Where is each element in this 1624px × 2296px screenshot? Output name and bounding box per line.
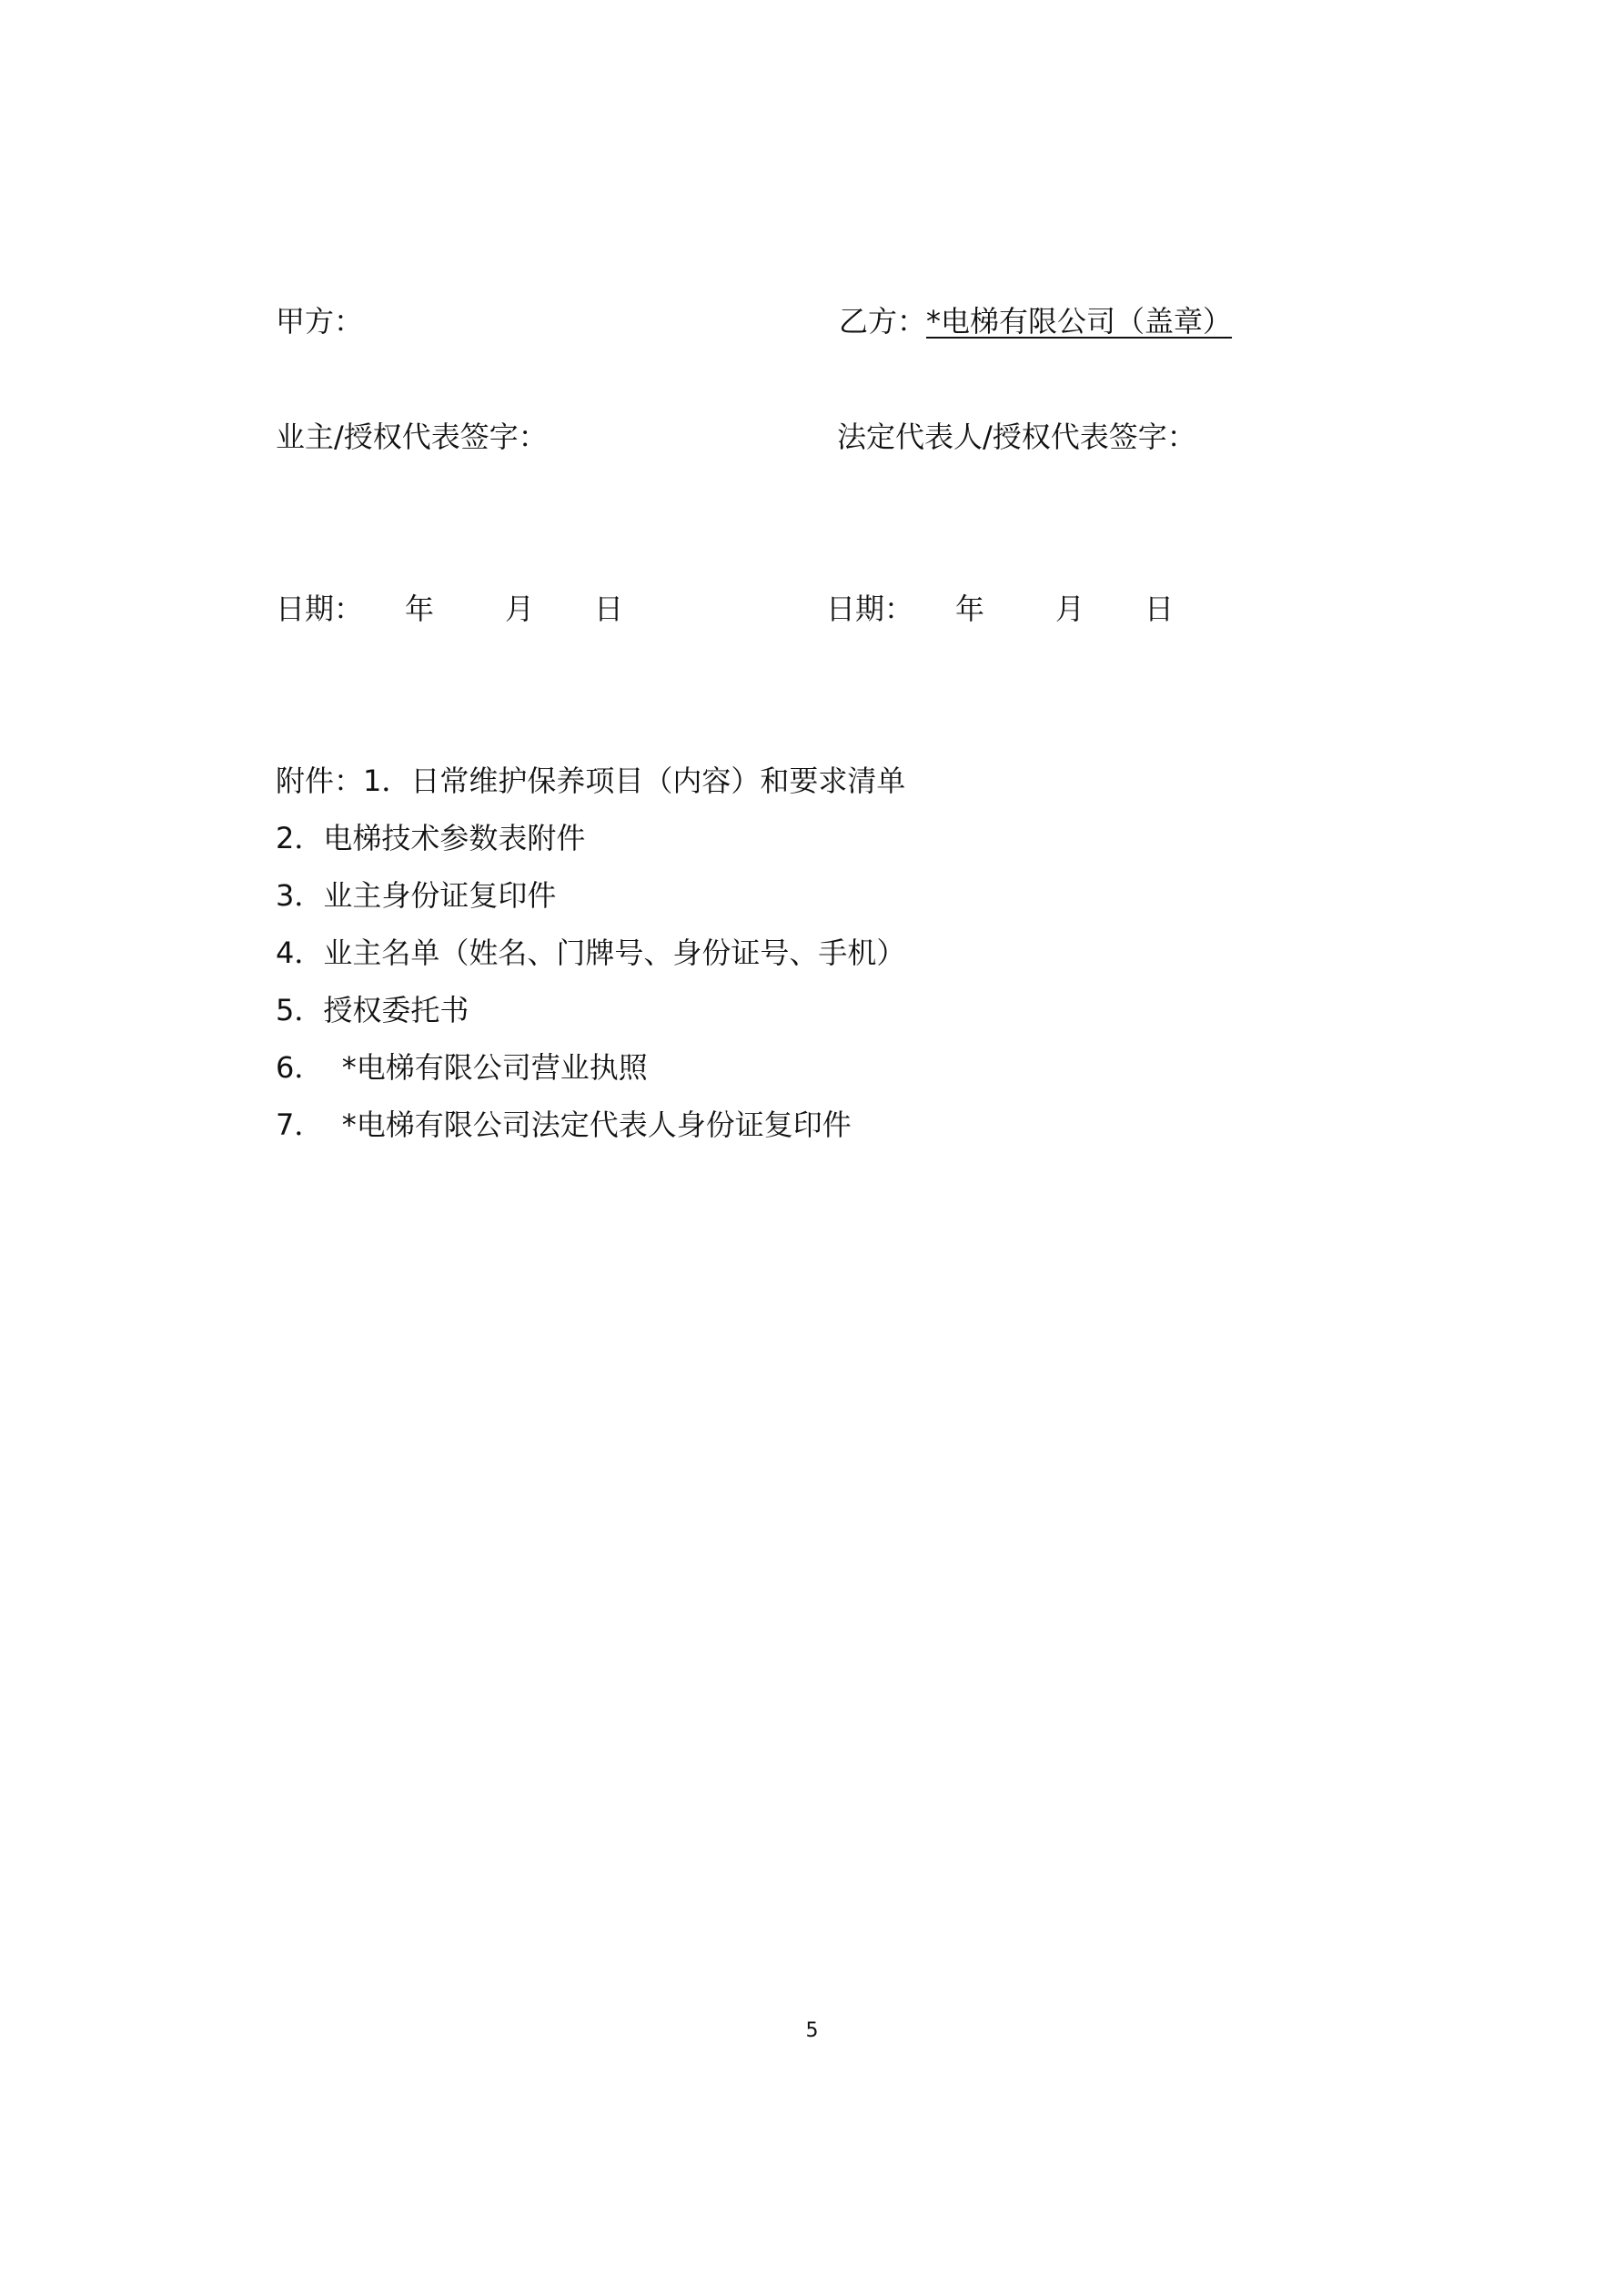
attachment-item: 3．业主身份证复印件 [276,878,557,913]
party-a-label: 甲方： [276,304,364,339]
party-a-date-label: 日期： [276,592,364,626]
party-a-date-year: 年 [405,592,435,626]
party-b-block [839,303,1232,339]
party-b-date-label: 日期： [826,592,914,626]
attachment-item: 6． *电梯有限公司营业执照 [276,1050,648,1085]
party-b-date-day: 日 [1145,592,1175,626]
party-b-date-month: 月 [1055,592,1085,626]
party-b-label: 乙方： [839,304,927,339]
attachments-intro: 附件：1．日常维护保养项目（内容）和要求清单 [276,764,906,798]
attachment-item: 2．电梯技术参数表附件 [276,821,586,855]
party-a-date-month: 月 [505,592,535,626]
attachment-item: 5．授权委托书 [276,993,469,1027]
attachment-item: 7． *电梯有限公司法定代表人身份证复印件 [276,1108,852,1142]
party-a-signature-label: 业主/授权代表签字： [276,420,548,454]
page-number: 5 [805,2019,819,2042]
attachment-item: 4．业主名单（姓名、门牌号、身份证号、手机） [276,936,906,970]
party-a-date-day: 日 [594,592,624,626]
party-b-signature-label: 法定代表人/授权代表签字： [837,420,1196,454]
party-b-company-name: *电梯有限公司（盖章） [926,304,1233,339]
party-b-date-year: 年 [955,592,985,626]
